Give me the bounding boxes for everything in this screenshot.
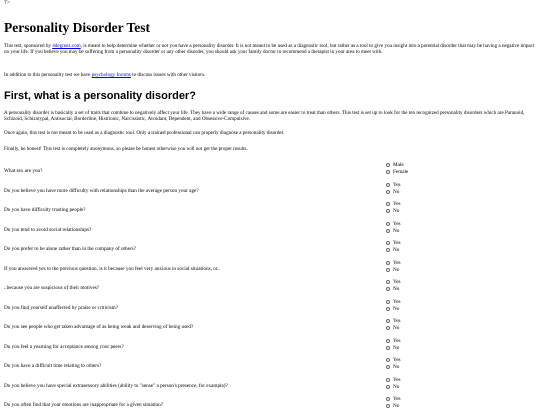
question-text: Do you have a difficult time relating to others?	[4, 363, 102, 369]
question-text: Do you see people who get taken advantage of as being weak and deserving of being used?	[4, 324, 194, 330]
radio-button[interactable]	[386, 163, 390, 167]
answer-label: Female	[393, 169, 409, 175]
answer-label: No	[393, 286, 400, 292]
answer-option-yes[interactable]	[386, 318, 401, 324]
radio-button[interactable]	[386, 358, 390, 362]
answer-option-no[interactable]	[386, 286, 399, 292]
intro-paragraph	[4, 43, 536, 56]
answer-label: Yes	[393, 318, 401, 324]
radio-button[interactable]	[386, 280, 390, 284]
answer-option-no[interactable]	[386, 228, 399, 234]
answer-option-no[interactable]	[386, 345, 399, 351]
answer-label: No	[393, 227, 400, 234]
question-text: Do you often find that your emotions are inappropriate for a given situation?	[4, 402, 164, 408]
answer-option-yes[interactable]	[386, 377, 401, 383]
question-text: Do you believe you have more difficulty with relationships than the average person your age?	[4, 187, 199, 194]
definition-paragraph: A personality disorder is basically a set of traits that combine to negatively affect your life. They have a wide range of causes and some are easier to treat than others. This test is set up to look for the ten recognized personality disorders which are Paranoid, Schizoid, Schizotypal, Antisocial, Borderline, Histrionic, Narcissistic, Avoidant, Dependent, and Obsessive-Compulsive.	[4, 110, 525, 123]
answer-label: Yes	[393, 259, 401, 266]
radio-button[interactable]	[386, 202, 390, 206]
intro-text-start: This test, sponsored by	[4, 43, 53, 49]
answer-label: No	[393, 305, 400, 312]
radio-button[interactable]	[386, 183, 390, 187]
answer-option-yes[interactable]	[386, 201, 401, 207]
forums-text-start: In addition to this personality test we have	[4, 72, 92, 78]
answer-option-no[interactable]	[386, 384, 399, 390]
radio-button[interactable]	[386, 268, 390, 272]
psychology-forums-link[interactable]: psychology forums	[91, 72, 131, 78]
answer-label: Yes	[393, 357, 401, 363]
answer-label: No	[393, 208, 400, 214]
question-text: Do you have difficulty trusting people?	[4, 207, 86, 213]
radio-button[interactable]	[386, 209, 390, 213]
answer-label: No	[393, 383, 400, 390]
answer-label: Yes	[393, 181, 401, 188]
answer-label: No	[393, 364, 400, 370]
answer-option-yes[interactable]	[386, 182, 401, 188]
forums-paragraph	[4, 72, 536, 78]
radio-button[interactable]	[386, 385, 390, 389]
radio-button[interactable]	[386, 300, 390, 304]
answer-option-no[interactable]	[386, 364, 399, 370]
radio-button[interactable]	[386, 241, 390, 245]
question-text: Do you find yourself unaffected by praise or criticism?	[4, 304, 118, 311]
radio-button[interactable]	[386, 287, 390, 291]
radio-button[interactable]	[386, 365, 390, 369]
answer-option-yes[interactable]	[386, 260, 401, 266]
answer-option-yes[interactable]	[386, 240, 401, 246]
radio-button[interactable]	[386, 248, 390, 252]
answer-label: Yes	[393, 201, 401, 207]
question-text: Do you tend to avoid social relationships?	[4, 226, 92, 233]
question-text: Do you prefer to be alone rather than in the company of others?	[4, 246, 136, 252]
answer-option-yes[interactable]	[386, 396, 401, 402]
radio-button[interactable]	[386, 397, 390, 401]
disclaimer-paragraph: Once again, this test is not meant to be used as a diagnostic tool. Only a trained professional can properly diagnose a personality disorder.	[4, 130, 285, 136]
stray-php-marker: ?>	[4, 0, 11, 6]
question-text: What sex are you?	[4, 168, 43, 174]
intro-text-end: , is meant to help determine whether or not you have a personality disorder. It is not meant to be used as a diagnostic tool, but rather as a tool to give you insight into a potential disorder that may be having a negative impact on your life. If you believe you may be suffering from a personality disorder or any other disorder, you should ask your family doctor to recommend a therapist in your area to meet with.	[4, 43, 535, 56]
radio-button[interactable]	[386, 261, 390, 265]
radio-button[interactable]	[386, 378, 390, 382]
radio-button[interactable]	[386, 307, 390, 311]
radio-button[interactable]	[386, 222, 390, 226]
answer-option-no[interactable]	[386, 208, 399, 214]
answer-label: Yes	[393, 220, 401, 227]
question-text: Do you feel a yearning for acceptance among your peers?	[4, 343, 124, 350]
answer-option-no[interactable]	[386, 267, 399, 273]
answer-label: No	[393, 266, 400, 273]
answer-option-yes[interactable]	[386, 221, 401, 227]
radio-button[interactable]	[386, 190, 390, 194]
answer-option-yes[interactable]	[386, 299, 401, 305]
honesty-paragraph: Finally, be honest! This test is completely anonymous, so please be honest otherwise you will not get the proper results.	[4, 146, 248, 152]
sponsor-link[interactable]: 4degreez.com	[52, 43, 81, 49]
radio-button[interactable]	[386, 339, 390, 343]
radio-button[interactable]	[386, 346, 390, 350]
answer-option-yes[interactable]	[386, 279, 401, 285]
answer-label: Yes	[393, 298, 401, 305]
answer-option-female[interactable]	[386, 169, 408, 175]
answer-label: Yes	[393, 396, 401, 402]
answer-label: No	[393, 325, 400, 331]
answer-label: No	[393, 247, 400, 253]
section-heading: First, what is a personality disorder?	[4, 90, 196, 102]
answer-option-no[interactable]	[386, 189, 399, 195]
answer-option-no[interactable]	[386, 403, 399, 409]
radio-button[interactable]	[386, 229, 390, 233]
answer-label: Yes	[393, 240, 401, 246]
answer-label: No	[393, 403, 400, 409]
answer-label: Yes	[393, 337, 401, 344]
answer-label: Yes	[393, 279, 401, 285]
forums-text-end: to discuss issues with other visitors.	[130, 72, 206, 78]
answer-option-male[interactable]	[386, 162, 404, 168]
answer-option-no[interactable]	[386, 247, 399, 253]
question-text: ..because you are suspicious of their motives?	[4, 285, 100, 291]
answer-label: No	[393, 344, 400, 351]
radio-button[interactable]	[386, 326, 390, 330]
radio-button[interactable]	[386, 170, 390, 174]
page-title: Personality Disorder Test	[4, 20, 150, 35]
answer-label: Yes	[393, 376, 401, 383]
answer-option-no[interactable]	[386, 306, 399, 312]
answer-option-yes[interactable]	[386, 357, 401, 363]
question-text: If you answered yes to the previous question, is it because you feel very anxious in social situations, or..	[4, 265, 220, 272]
answer-option-no[interactable]	[386, 325, 399, 331]
answer-label: No	[393, 188, 400, 195]
answer-option-yes[interactable]	[386, 338, 401, 344]
question-text: Do you believe you have special extrasensory abilities (ability to "sense" a person's presence, for example)?	[4, 382, 228, 389]
answer-label: Male	[393, 162, 404, 168]
radio-button[interactable]	[386, 319, 390, 323]
